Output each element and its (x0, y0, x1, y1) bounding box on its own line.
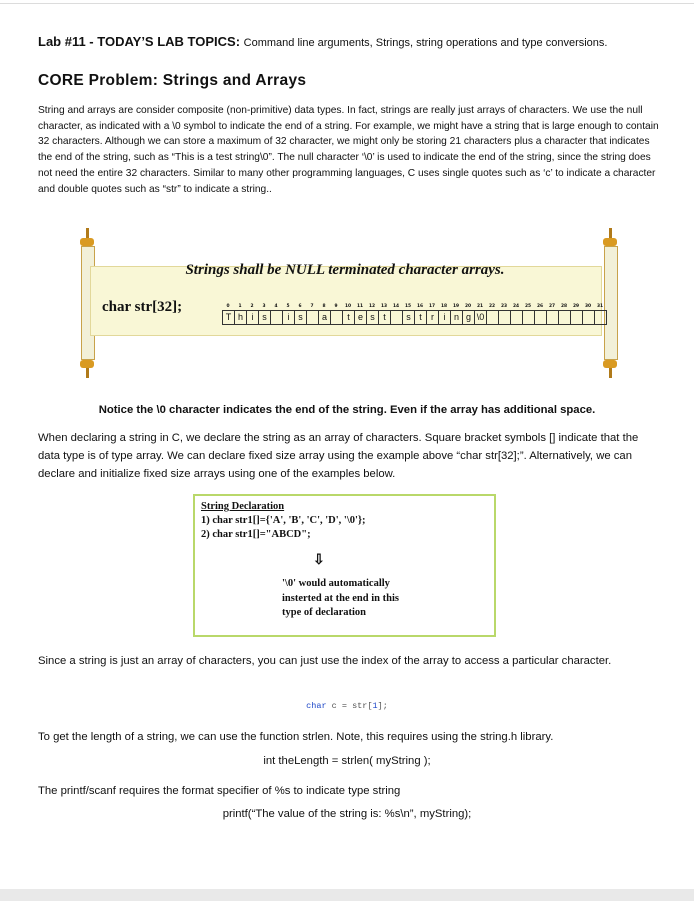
array-index: 23 (500, 304, 508, 309)
array-cell: r (427, 310, 439, 325)
array-cell: i (439, 310, 451, 325)
array-index: 2 (250, 304, 254, 309)
core-problem-title: CORE Problem: Strings and Arrays (38, 72, 307, 89)
array-index: 18 (440, 304, 448, 309)
array-index: 0 (226, 304, 230, 309)
array-cell: s (367, 310, 379, 325)
declaration-note-line: '\0' would automatically (282, 578, 390, 589)
array-index: 6 (298, 304, 302, 309)
scroll-roller-right (603, 228, 617, 378)
string-declaration-box (193, 494, 496, 637)
declaration-title: String Declaration (201, 501, 285, 512)
down-arrow-icon: ⇩ (313, 553, 325, 568)
array-index: 7 (310, 304, 314, 309)
array-index: 24 (512, 304, 520, 309)
array-cell: s (259, 310, 271, 325)
array-index: 11 (356, 304, 364, 309)
array-index: 20 (464, 304, 472, 309)
declaration-example-2: 2) char str1[]="ABCD"; (201, 529, 311, 540)
intro-paragraph: String and arrays are consider composite (non-primitive) data types. In fact, strings are really just arrays of characters. We use the null character, as indicated with a \0 symbol to indicate the end of a string. For example, we might have a string that is large enough to contain 32 characters. Although we can store a maximum of 32 character, we might only be storing 21 characters plus a character that indicates the end of the string, such as “This is a test string\0”. The null character ‘\0’ is used to indicate the end of the string, since the string does not need the entire 32 characters. Similar to many other programming languages, C uses single quotes such as ‘c’ to indicate a character and double quotes such as “str” to indicate a string.. (38, 105, 659, 195)
array-index: 13 (380, 304, 388, 309)
array-index: 17 (428, 304, 436, 309)
array-cell: e (355, 310, 367, 325)
lab-topics: Command line arguments, Strings, string operations and type conversions. (243, 37, 608, 49)
code-number: 1 (372, 701, 378, 711)
array-index: 5 (286, 304, 290, 309)
array-cell (391, 310, 403, 325)
null-notice: Notice the \0 character indicates the end of the string. Even if the array has additional space. (98, 404, 596, 416)
scroll-title: Strings shall be NULL terminated character arrays. (185, 262, 505, 278)
cell-row (222, 310, 607, 325)
array-index: 29 (572, 304, 580, 309)
array-index: 27 (548, 304, 556, 309)
array-index: 31 (596, 304, 604, 309)
declaration-example-1: 1) char str1[]={'A', 'B', 'C', 'D', '\0'}; (201, 515, 366, 526)
array-index: 12 (368, 304, 376, 309)
array-index: 19 (452, 304, 460, 309)
array-index: 10 (344, 304, 352, 309)
array-cell: s (295, 310, 307, 325)
strlen-paragraph: To get the length of a string, we can use the function strlen. Note, this requires using the string.h library. (38, 731, 554, 743)
array-index: 28 (560, 304, 568, 309)
declaration-note (282, 577, 399, 621)
array-cell: n (451, 310, 463, 325)
array-cell: s (403, 310, 415, 325)
array-cell: i (247, 310, 259, 325)
array-cell: t (379, 310, 391, 325)
char-array-grid (222, 304, 607, 325)
array-cell (547, 310, 559, 325)
array-index: 14 (392, 304, 400, 309)
array-cell: g (463, 310, 475, 325)
array-cell (307, 310, 319, 325)
array-cell (559, 310, 571, 325)
array-cell: h (235, 310, 247, 325)
array-index: 4 (274, 304, 278, 309)
array-index: 22 (488, 304, 496, 309)
declaration-note-line: insterted at the end in this (282, 592, 399, 604)
array-index: 3 (262, 304, 266, 309)
bottom-bar (0, 889, 694, 901)
array-cell (595, 310, 607, 325)
lab-header (38, 34, 607, 49)
array-cell: T (223, 310, 235, 325)
array-cell (583, 310, 595, 325)
array-cell (487, 310, 499, 325)
array-cell (331, 310, 343, 325)
code-text: c = str[ (326, 701, 373, 711)
array-cell (499, 310, 511, 325)
array-cell: a (319, 310, 331, 325)
declare-paragraph: When declaring a string in C, we declare the string as an array of characters. Square bracket symbols [] indicate that the data type is of type array. We can declare fixed size array using the example above “char str[32];”. Alternatively, we can declare and initialize fixed size arrays using one of the examples below. (38, 432, 639, 480)
since-paragraph: Since a string is just an array of characters, you can just use the index of the array to access a particular character. (38, 655, 612, 667)
array-index: 1 (238, 304, 242, 309)
array-cell: i (283, 310, 295, 325)
printf-paragraph: The printf/scanf requires the format specifier of %s to indicate type string (38, 785, 401, 797)
array-cell: t (415, 310, 427, 325)
strlen-code: int theLength = strlen( myString ); (263, 755, 431, 767)
array-index: 16 (416, 304, 424, 309)
array-index: 30 (584, 304, 592, 309)
array-index: 8 (322, 304, 326, 309)
array-cell (535, 310, 547, 325)
array-index: 15 (404, 304, 412, 309)
char-array-declaration: char str[32]; (102, 299, 183, 315)
printf-code: printf(“The value of the string is: %s\n”, myString); (222, 808, 472, 820)
array-index: 9 (334, 304, 338, 309)
code-text-end: ]; (377, 701, 388, 711)
index-access-code (0, 701, 694, 711)
declaration-note-line: type of declaration (282, 607, 366, 618)
string-scroll-illustration (60, 228, 630, 378)
array-index: 21 (476, 304, 484, 309)
code-keyword: char (306, 701, 327, 711)
array-cell (511, 310, 523, 325)
top-divider (0, 3, 694, 4)
array-index: 25 (524, 304, 532, 309)
array-cell (271, 310, 283, 325)
array-cell (523, 310, 535, 325)
array-cell: t (343, 310, 355, 325)
array-cell: \0 (475, 310, 487, 325)
lab-title: Lab #11 - TODAY’S LAB TOPICS: (38, 34, 241, 49)
array-cell (571, 310, 583, 325)
array-index: 26 (536, 304, 544, 309)
